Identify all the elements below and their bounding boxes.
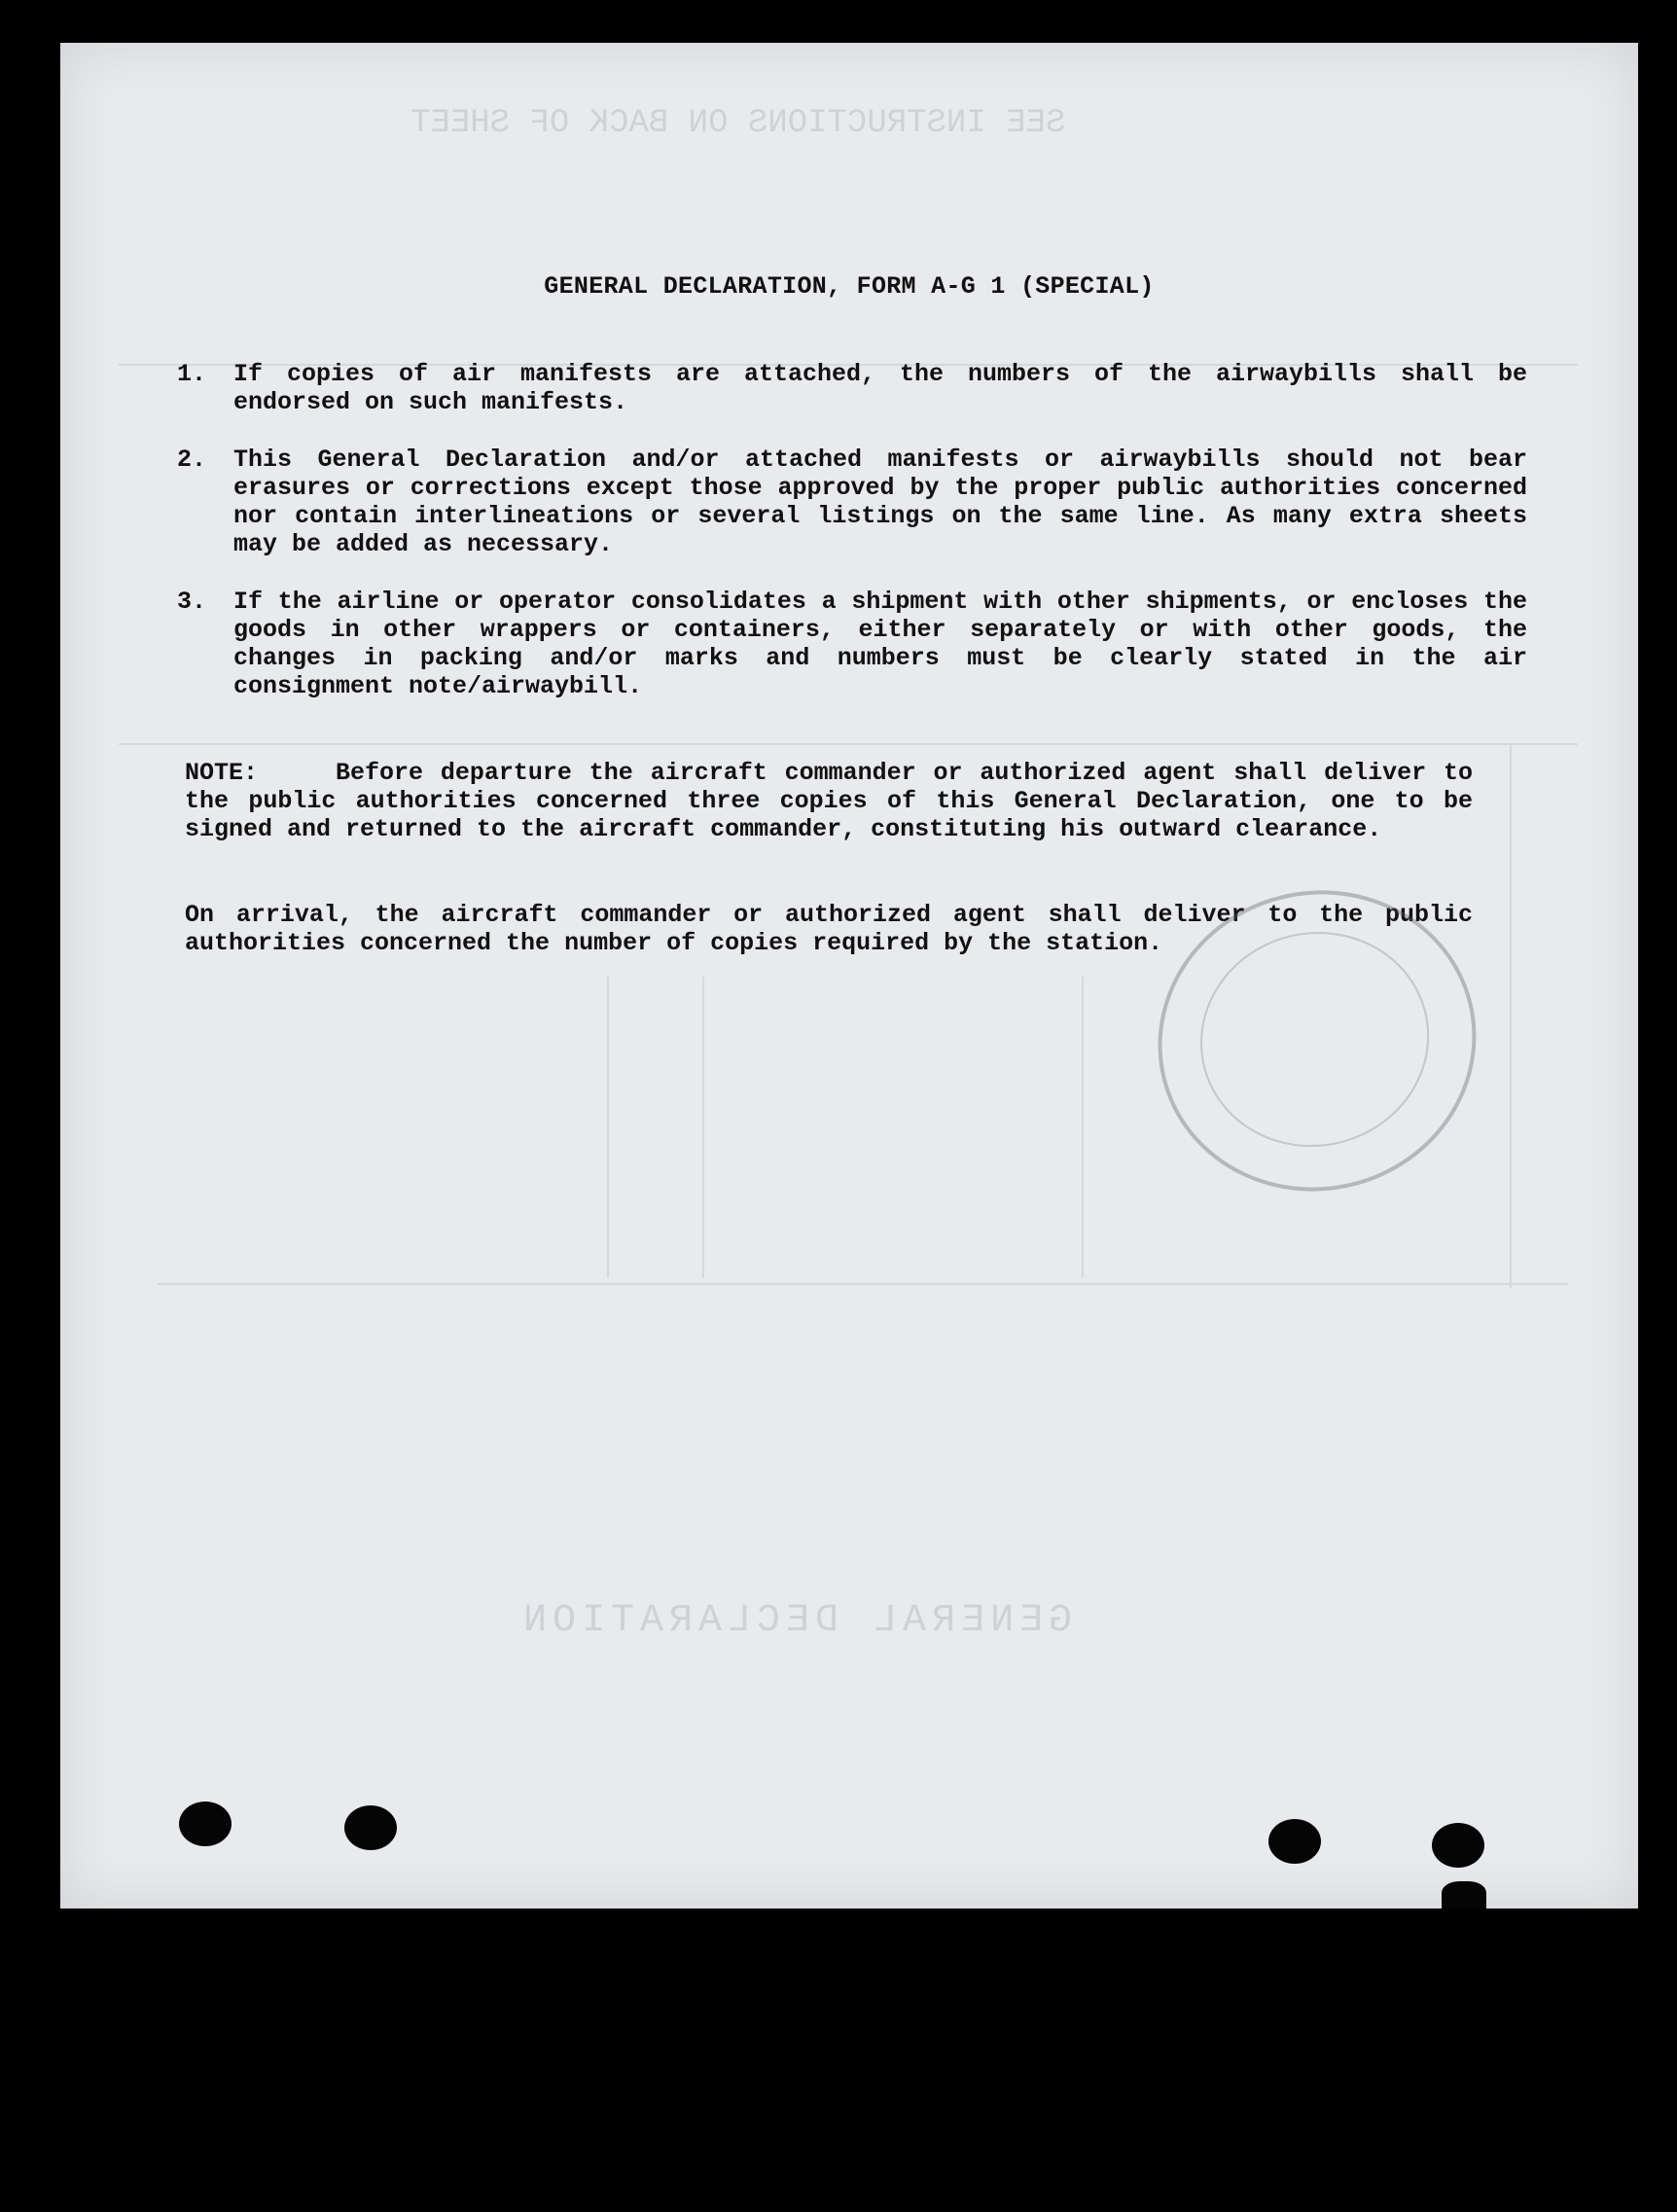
instruction-item-2: [177, 446, 1539, 562]
bleed-through-rule: [119, 743, 1578, 745]
punch-hole: [344, 1805, 397, 1850]
bleed-through-rule: [158, 1283, 1568, 1285]
item-number: 3.: [177, 588, 207, 616]
item-text: If copies of air manifests are attached, the numbers of the airwaybills shall be endorsed on such manifests.: [233, 360, 1527, 416]
punch-hole: [1432, 1823, 1484, 1868]
item-number: 1.: [177, 360, 207, 388]
bleed-through-rule: [702, 977, 704, 1278]
item-number: 2.: [177, 446, 207, 474]
instruction-item-1: [177, 360, 1539, 418]
document-page: [60, 43, 1638, 1909]
bleed-through-footer: GENERAL DECLARATION: [517, 1599, 1073, 1643]
bleed-through-rule: [1082, 977, 1084, 1278]
punch-hole: [1268, 1819, 1321, 1864]
note-text: Before departure the aircraft commander or authorized agent shall deliver to the public authorities concerned three copies of this General Declaration, one to be signed and returned to the aircraft commander, constituting his outward clearance.: [185, 759, 1473, 843]
instruction-item-3: [177, 588, 1539, 704]
punch-hole: [179, 1802, 232, 1846]
note-paragraph: [185, 759, 1473, 843]
torn-edge-mark: [1442, 1881, 1486, 1909]
customs-stamp-inner-ring: [1177, 908, 1451, 1171]
note-label: NOTE:: [185, 759, 259, 787]
form-title: GENERAL DECLARATION, FORM A-G 1 (SPECIAL): [544, 272, 1155, 301]
item-text: If the airline or operator consolidates a shipment with other shipments, or encloses the goods in other wrappers or containers, either separately or with other goods, the changes in packing and/or marks and numbers must be clearly stated in the air consignment note/airwaybill.: [233, 588, 1527, 700]
bleed-through-rule: [607, 977, 609, 1278]
bleed-through-rule: [1510, 743, 1512, 1288]
arrival-paragraph: On arrival, the aircraft commander or authorized agent shall deliver to the public authorities concerned the number of copies required by the station.: [185, 901, 1473, 957]
item-text: This General Declaration and/or attached manifests or airwaybills should not bear erasures or corrections except those approved by the proper public authorities concerned nor contain interlineations or several listings on the same line. As many extra sheets may be added as necessary.: [233, 446, 1527, 558]
bleed-through-heading: SEE INSTRUCTIONS ON BACK OF SHEET: [410, 105, 1066, 142]
